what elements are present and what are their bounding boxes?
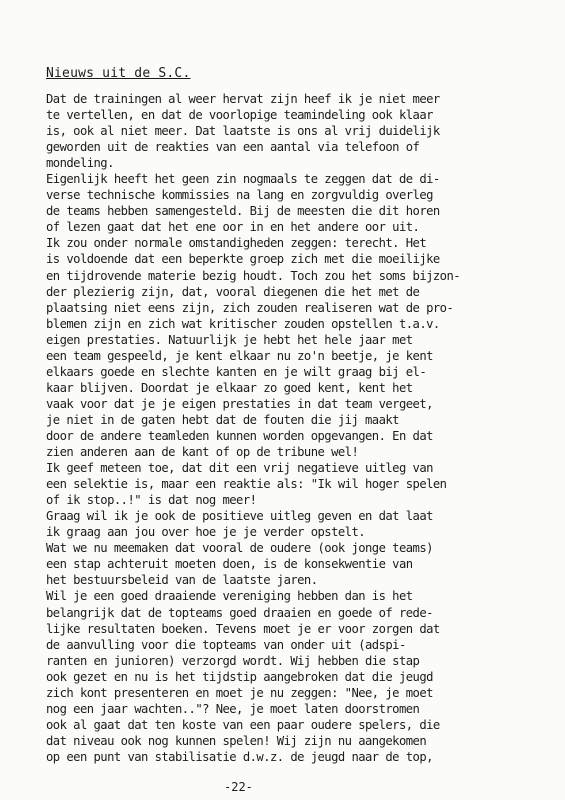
text-line: Wil je een goed draaiende vereniging hebben dan is het <box>46 589 413 604</box>
text-line: door de andere teamleden kunnen worden opgevangen. En dat <box>46 428 433 443</box>
text-line: zien anderen aan de kant of op de tribune wel! <box>46 445 359 460</box>
text-line: is, ook al niet meer. Dat laatste is ons al vrij duidelijk <box>46 124 440 139</box>
text-line: en tijdrovende materie bezig houdt. Toch zou het soms bijzon- <box>46 268 461 283</box>
page-number: -22- <box>224 780 253 794</box>
text-line: of lezen gaat dat het ene oor in en het andere oor uit. <box>46 220 420 235</box>
text-line: verse technische kommissies na lang en zorgvuldig overleg <box>46 188 433 203</box>
text-line: een selektie is, maar een reaktie als: "Ik wil hoger spelen <box>46 477 447 492</box>
text-line: nog een jaar wachten.."? Nee, je moet laten doorstromen <box>46 701 420 716</box>
text-line: lijke resultaten boeken. Tevens moet je er voor zorgen dat <box>46 621 440 636</box>
text-line: zich kont presenteren en moet je nu zeggen: "Nee, je moet <box>46 685 433 700</box>
text-line: der plezierig zijn, dat, vooral diegenen die het met de <box>46 284 420 299</box>
text-line: Graag wil ik je ook de positieve uitleg geven en dat laat <box>46 509 433 524</box>
text-line: is voldoende dat een beperkte groep zich met die moeilijke <box>46 252 440 267</box>
text-line: kaar blijven. Doordat je elkaar zo goed kent, kent het <box>46 380 413 395</box>
text-line: te vertellen, en dat de voorlopige teamindeling ook klaar <box>46 108 433 123</box>
text-line: een team gespeeld, je kent elkaar nu zo'n beetje, je kent <box>46 348 433 363</box>
text-line: eigen prestaties. Natuurlijk je hebt het hele jaar met <box>46 332 413 347</box>
text-line: het bestuursbeleid van de laatste jaren. <box>46 573 318 588</box>
text-line: je niet in de gaten hebt dat de fouten die jij maakt <box>46 412 399 427</box>
text-line: dat niveau ook nog kunnen spelen! Wij zijn nu aangekomen <box>46 733 427 748</box>
article-heading: Nieuws uit de S.C. <box>46 66 191 81</box>
text-line: plaatsing niet eens zijn, zich zouden realiseren wat de pro- <box>46 300 454 315</box>
text-line: de aanvulling voor die topteams van onder uit (adspi- <box>46 637 406 652</box>
text-line: mondeling. <box>46 156 114 171</box>
text-line: vaak voor dat je je eigen prestaties in dat team vergeet, <box>46 396 433 411</box>
text-line: ook al gaat dat ten koste van een paar oudere spelers, die <box>46 717 440 732</box>
text-line: elkaars goede en slechte kanten en je wilt graag bij el- <box>46 364 427 379</box>
text-line: Eigenlijk heeft het geen zin nogmaals te zeggen dat de di- <box>46 172 440 187</box>
text-line: geworden uit de reakties van een aantal via telefoon of <box>46 140 420 155</box>
text-line: ook gezet en nu is het tijdstip aangebroken dat die jeugd <box>46 669 433 684</box>
text-line: belangrijk dat de topteams goed draaien en goede of rede- <box>46 605 433 620</box>
text-line: Wat we nu meemaken dat vooral de oudere (ook jonge teams) <box>46 541 433 556</box>
text-line: ranten en junioren) verzorgd wordt. Wij hebben die stap <box>46 653 420 668</box>
text-line: de teams hebben samengesteld. Bij de meesten die dit horen <box>46 204 440 219</box>
article-body <box>46 91 561 765</box>
text-line: op een punt van stabilisatie d.w.z. de jeugd naar de top, <box>46 749 433 764</box>
text-line: ik graag aan jou over hoe je je verder opstelt. <box>46 525 366 540</box>
text-line: een stap achteruit moeten doen, is de konsekwentie van <box>46 557 413 572</box>
text-line: Dat de trainingen al weer hervat zijn heef ik je niet meer <box>46 92 440 106</box>
text-line: Ik geef meteen toe, dat dit een vrij negatieve uitleg van <box>46 461 433 476</box>
text-line: of ik stop..!" is dat nog meer! <box>46 493 257 508</box>
text-line: Ik zou onder normale omstandigheden zeggen: terecht. Het <box>46 236 427 251</box>
text-line: blemen zijn en zich wat kritischer zouden opstellen t.a.v. <box>46 316 440 331</box>
